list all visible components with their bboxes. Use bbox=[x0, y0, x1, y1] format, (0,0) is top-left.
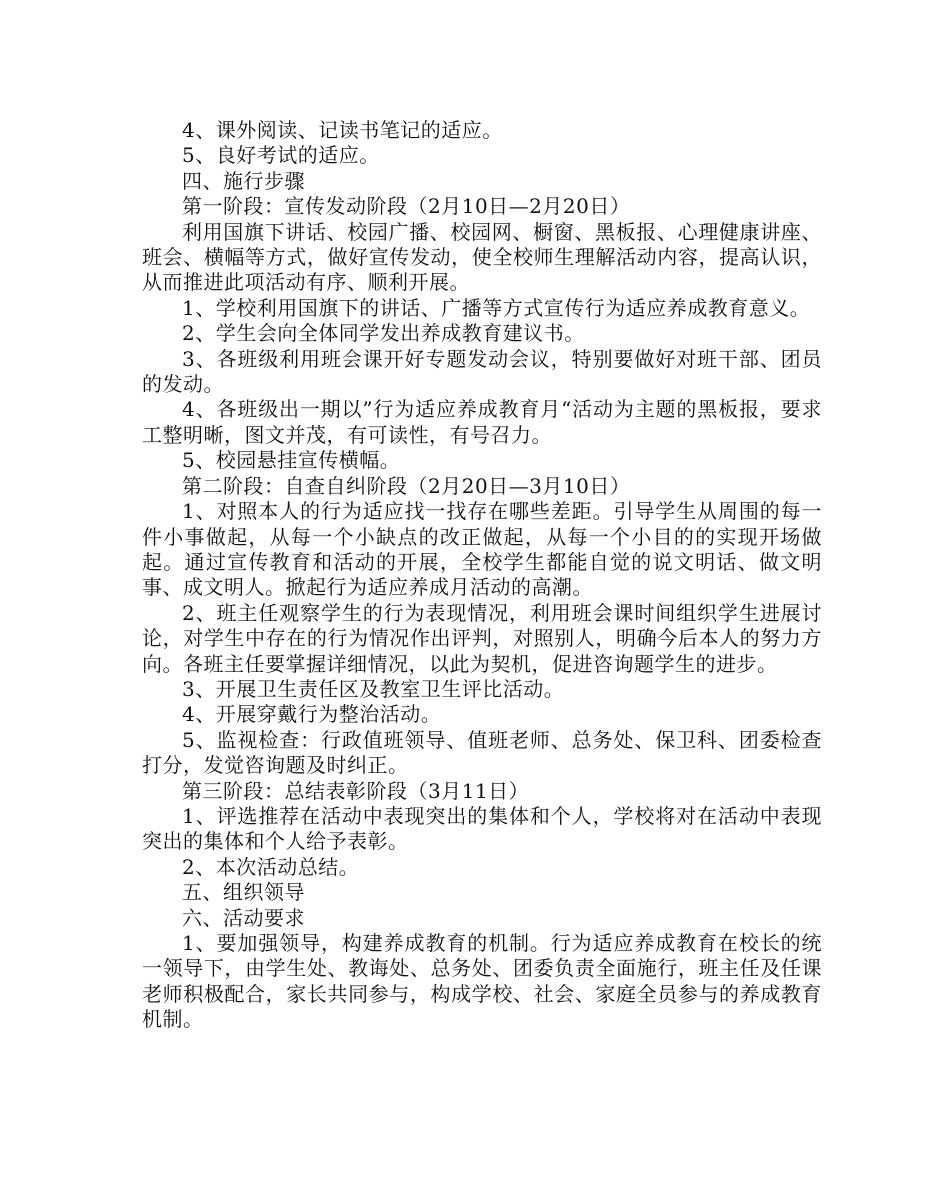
stage-heading: 第二阶段：自查自纠阶段（2月20日—3月10日） bbox=[182, 473, 631, 498]
paragraph: 5、监视检查：行政值班领导、值班老师、总务处、保卫科、团委检查打分，发觉咨询题及时纠正。 bbox=[142, 727, 822, 778]
document-body bbox=[142, 118, 822, 1033]
paragraph: 2、学生会向全体同学发出养成教育建议书。 bbox=[182, 321, 585, 346]
paragraph: 5、良好考试的适应。 bbox=[182, 143, 380, 168]
paragraph: 1、评选推荐在活动中表现突出的集体和个人，学校将对在活动中表现突出的集体和个人给予表彰。 bbox=[142, 803, 822, 854]
section-heading: 六、活动要求 bbox=[182, 905, 305, 930]
paragraph: 3、开展卫生责任区及教室卫生评比活动。 bbox=[182, 676, 565, 701]
paragraph: 5、校园悬挂宣传横幅。 bbox=[182, 448, 401, 473]
paragraph: 4、各班级出一期以”行为适应养成教育月“活动为主题的黑板报，要求工整明晰，图文并茂，有可读性，有号召力。 bbox=[142, 397, 822, 447]
paragraph: 3、各班级利用班会课开好专题发动会议，特别要做好对班干部、团员的发动。 bbox=[142, 346, 822, 397]
paragraph: 1、对照本人的行为适应找一找存在哪些差距。引导学生从周围的每一件小事做起，从每一个小缺点的改正做起，从每一个小目的的实现开场做起。通过宣传教育和活动的开展，全校学生都能自觉的说文明话、做文明事、成文明人。掀起行为适应养成月活动的高潮。 bbox=[142, 499, 822, 600]
paragraph: 2、本次活动总结。 bbox=[182, 854, 360, 879]
paragraph: 1、学校利用国旗下的讲话、广播等方式宣传行为适应养成教育意义。 bbox=[182, 295, 811, 320]
paragraph: 4、课外阅读、记读书笔记的适应。 bbox=[182, 118, 503, 142]
paragraph: 1、要加强领导，构建养成教育的机制。行为适应养成教育在校长的统一领导下，由学生处、教诲处、总务处、团委负责全面施行，班主任及任课老师积极配合，家长共同参与，构成学校、社会、家庭全员参与的养成教育机制。 bbox=[142, 931, 822, 1032]
paragraph: 4、开展穿戴行为整治活动。 bbox=[182, 702, 442, 727]
paragraph: 利用国旗下讲话、校园广播、校园网、橱窗、黑板报、心理健康讲座、班会、横幅等方式，做好宣传发动，使全校师生理解活动内容，提高认识，从而推进此项活动有序、顺利开展。 bbox=[142, 219, 822, 295]
paragraph: 2、班主任观察学生的行为表现情况，利用班会课时间组织学生进展讨论，对学生中存在的行为情况作出评判，对照别人，明确今后本人的努力方向。各班主任要掌握详细情况，以此为契机，促进咨询题学生的进步。 bbox=[142, 600, 822, 676]
section-heading: 五、组织领导 bbox=[182, 880, 305, 905]
section-heading: 四、施行步骤 bbox=[182, 168, 305, 193]
stage-heading: 第三阶段：总结表彰阶段（3月11日） bbox=[182, 778, 530, 803]
stage-heading: 第一阶段：宣传发动阶段（2月10日—2月20日） bbox=[182, 194, 631, 219]
